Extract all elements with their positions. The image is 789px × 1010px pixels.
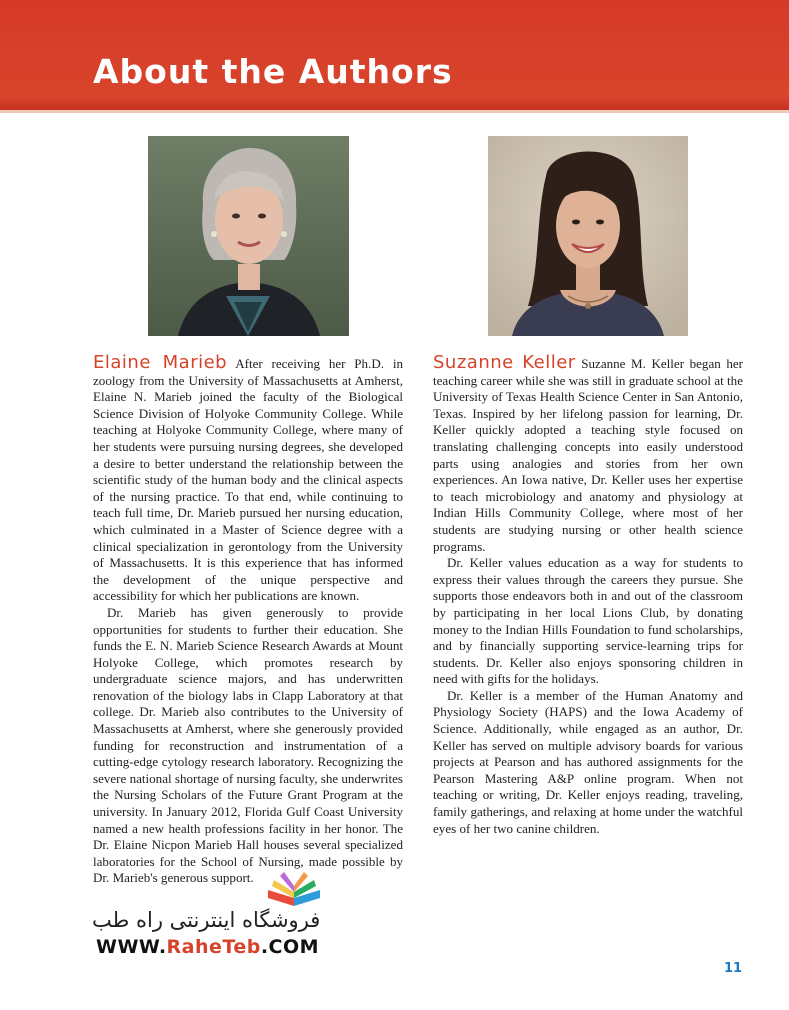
- watermark-persian-text: فروشگاه اینترنتی راه طب: [92, 908, 321, 932]
- bio-paragraph: Dr. Keller values education as a way for students to express their values through the careers they pursue. She supports those endeavors both in and out of the classroom by participating in her local Lions Club, by donating money to the Indian Hills Foundation to fund scholarships, and by financially supporting service-learning trips for students. Dr. Keller also enjoys sponsoring children in need with gifts for the holidays.: [433, 555, 743, 687]
- photo-suzanne-keller: [488, 136, 688, 336]
- books-logo-icon: [264, 868, 324, 908]
- author-bio-marieb: [93, 352, 404, 887]
- photo-elaine-marieb: [148, 136, 349, 336]
- bio-paragraph: [433, 352, 743, 555]
- watermark-url-prefix: WWW.: [96, 936, 167, 958]
- bio-text: Suzanne M. Keller began her teaching career while she was still in graduate school at the University of Texas Health Science Center in San Antonio, Texas. Inspired by her lifelong passion for learning, Dr. Keller quickly adopted a teaching style focused on translating challenging concepts into easily understood parts using analogies and stories from her own experiences. An Iowa native, Dr. Keller uses her expertise to teach microbiology and anatomy and physiology at Indian Hills Community College, where most of her students are studying nursing or other health science programs.: [433, 356, 743, 554]
- watermark-url: [96, 936, 319, 958]
- page-title: About the Authors: [93, 52, 453, 91]
- page-number: 11: [724, 961, 743, 976]
- header-band: [0, 0, 789, 110]
- bio-paragraph: Dr. Keller is a member of the Human Anatomy and Physiology Society (HAPS) and the Iowa Academy of Science. Additionally, while engaged as an author, Dr. Keller has served on multiple advisory boards for various projects at Pearson and has authored assignments for the Pearson Mastering A&P online program. When not teaching or writing, Dr. Keller enjoys reading, traveling, family gatherings, and relaxing at home under the watchful eyes of her two canine children.: [433, 687, 743, 836]
- header-divider: [0, 110, 789, 113]
- author-name-keller: Suzanne Keller: [433, 352, 576, 373]
- author-name-marieb: Elaine Marieb: [93, 352, 228, 373]
- watermark-url-suffix: .COM: [260, 936, 320, 958]
- bio-paragraph: Dr. Marieb has given generously to provide opportunities for students to further their education. She funds the E. N. Marieb Science Research Awards at Mount Holyoke College, which promotes research by undergraduate science majors, and has underwritten renovation of the biology labs in Clapp Laboratory at that college. Dr. Marieb also contributes to the University of Massachusetts at Amherst, where she generously provided funding for reconstruction and instrumentation of a cutting-edge cytology research laboratory. Recognizing the severe national shortage of nursing faculty, she underwrites the Nursing Scholars of the Future Grant Program at the university. In January 2012, Florida Gulf Coast University named a new health professions facility in her honor. The Dr. Elaine Nicpon Marieb Hall houses several specialized laboratories for the School of Nursing, made possible by Dr. Marieb's generous support.: [93, 604, 404, 886]
- author-bio-keller: [433, 352, 743, 837]
- watermark: [84, 868, 344, 963]
- watermark-url-brand: RaheTeb: [166, 936, 261, 958]
- bio-text: After receiving her Ph.D. in zoology from the University of Massachusetts at Amherst, Elaine N. Marieb joined the faculty of the Biological Science Division of Holyoke Community College. While teaching at Holyoke Community College, where many of her students were pursuing nursing degrees, she developed a desire to better understand the relationship between the scientific study of the human body and the clinical aspects of the nursing practice. To that end, while continuing to teach full time, Dr. Marieb pursued her nursing education, which culminated in a Master of Science degree with a clinical specialization in gerontology from the University of Massachusetts. It is this experience that has informed the development of the unique perspective and accessibility for which her publications are known.: [93, 356, 403, 604]
- author-portrait-marieb-icon: [148, 136, 349, 336]
- author-portrait-keller-icon: [488, 136, 688, 336]
- bio-paragraph: [93, 352, 403, 605]
